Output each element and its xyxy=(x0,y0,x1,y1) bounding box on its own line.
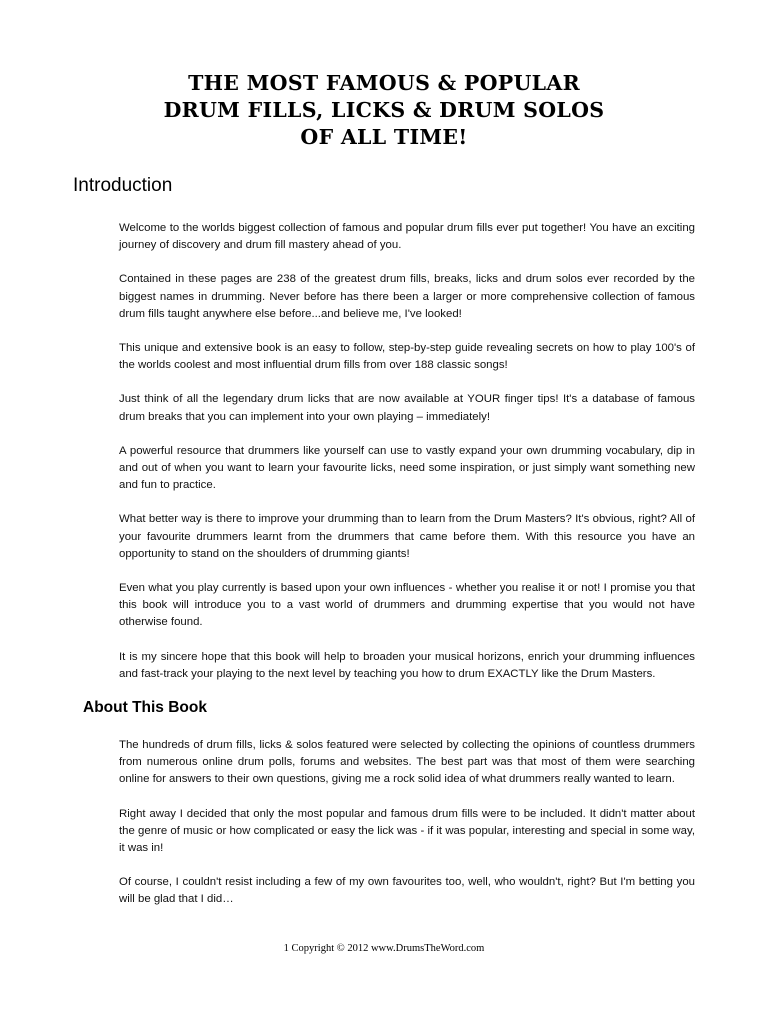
paragraph: Right away I decided that only the most popular and famous drum fills were to be included. It didn't matter about the genre of music or how complicated or easy the lick was - if it was popular, interesting and special in some way, it was in! xyxy=(119,807,695,855)
paragraph: Even what you play currently is based upon your own influences - whether you realise it or not! I promise you that this book will introduce you to a vast world of drummers and drumming expertise that you would not have otherwise found. xyxy=(119,582,695,629)
paragraph: Welcome to the worlds biggest collection of famous and popular drum fills ever put together! You have an exciting journey of discovery and drum fill mastery ahead of you. xyxy=(119,222,695,252)
paragraph: The hundreds of drum fills, licks & solos featured were selected by collecting the opinions of countless drummers from numerous online drum polls, forums and websites. The best part was that most of them were searching online for answers to their own questions, giving me a rock solid idea of what drummers really wanted to learn. xyxy=(119,739,695,786)
paragraph: A powerful resource that drummers like yourself can use to vastly expand your own drumming vocabulary, dip in and out of when you want to learn your favourite licks, need some inspiration, or just simply want something new and fun to practice. xyxy=(119,444,695,492)
introduction-heading: Introduction xyxy=(73,175,173,196)
about-heading: About This Book xyxy=(83,699,207,716)
title-line: DRUM FILLS, LICKS & DRUM SOLOS xyxy=(163,98,605,122)
paragraph: It is my sincere hope that this book will help to broaden your musical horizons, enrich your drumming influences and fast-track your playing to the next level by teaching you how to drum EXACTLY like the Drum Masters. xyxy=(119,650,695,680)
about-body xyxy=(119,737,695,926)
document-title xyxy=(0,70,768,151)
paragraph: Just think of all the legendary drum licks that are now available at YOUR finger tips! It's a database of famous drum breaks that you can implement into your own playing – immediately! xyxy=(119,393,695,423)
title-line: THE MOST FAMOUS & POPULAR xyxy=(188,71,580,95)
paragraph: Contained in these pages are 238 of the greatest drum fills, breaks, licks and drum solos ever recorded by the biggest names in drumming. Never before has there been a larger or more comprehensive collection of famous drum fills taught anywhere else before...and believe me, I've looked! xyxy=(119,273,695,320)
page-footer: 1 Copyright © 2012 www.DrumsTheWord.com xyxy=(283,943,485,954)
paragraph: What better way is there to improve your drumming than to learn from the Drum Masters? It's obvious, right? All of your favourite drummers learnt from the drummers that came before them. With this resource you have an opportunity to stand on the shoulders of drumming giants! xyxy=(119,513,695,560)
introduction-body xyxy=(119,220,695,700)
paragraph: Of course, I couldn't resist including a few of my own favourites too, well, who wouldn't, right? But I'm betting you will be glad that I did… xyxy=(119,876,695,906)
paragraph: This unique and extensive book is an easy to follow, step-by-step guide revealing secrets on how to play 100's of the worlds coolest and most influential drum fills from over 188 classic songs! xyxy=(119,342,695,372)
title-line: OF ALL TIME! xyxy=(300,125,468,149)
